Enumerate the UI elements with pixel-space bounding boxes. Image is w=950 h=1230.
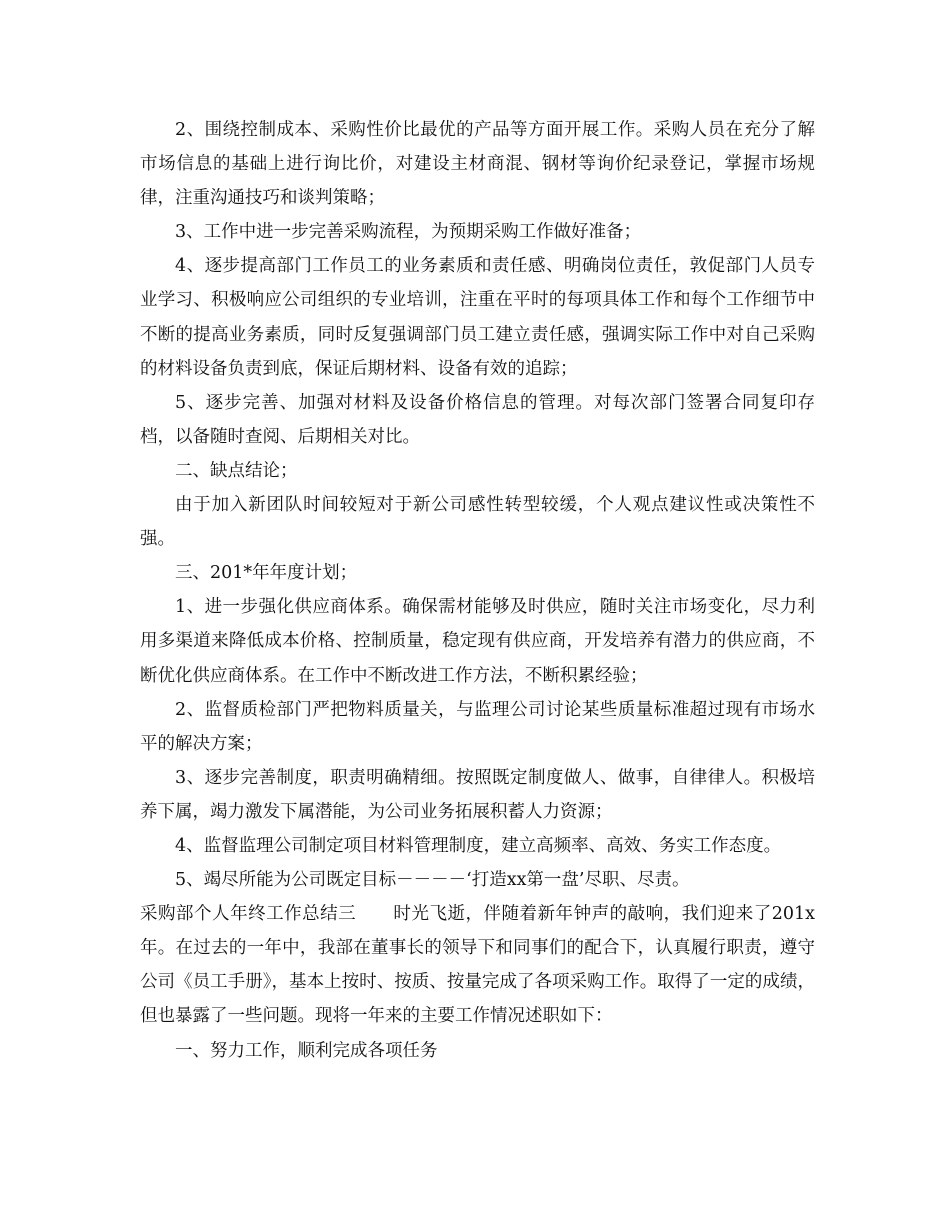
document-body <box>140 113 815 1068</box>
section-heading-shortcomings: 二、缺点结论； <box>175 460 298 481</box>
paragraph-item-3: 3、工作中进一步完善采购流程，为预期采购工作做好准备； <box>175 222 642 243</box>
paragraph-shortcomings: 由于加入新团队时间较短对于新公司感性转型较缓，个人观点建议性或决策性不强。 <box>140 495 815 550</box>
paragraph-item-5: 5、逐步完善、加强对材料及设备价格信息的管理。对每次部门签署合同复印存档，以备随时查阅、后期相关对比。 <box>140 392 815 447</box>
plan-item-3: 3、逐步完善制度，职责明确精细。按照既定制度做人、做事，自律律人。积极培养下属，竭力激发下属潜能，为公司业务拓展积蓄人力资源； <box>140 767 815 822</box>
summary-section-intro: 时光飞逝，伴随着新年钟声的敲响，我们迎来了201x年。在过去的一年中，我部在董事长的领导下和同事们的配合下，认真履行职责，遵守公司《员工手册》，基本上按时、按质、按量完成了各项采购工作。取得了一定的成绩，但也暴露了一些问题。现将一年来的主要工作情况述职如下： <box>140 904 815 1027</box>
paragraph-item-4: 4、逐步提高部门工作员工的业务素质和责任感、明确岗位责任，敦促部门人员专业学习、积极响应公司组织的专业培训，注重在平时的每项具体工作和每个工作细节中不断的提高业务素质，同时反复强调部门员工建立责任感，强调实际工作中对自己采购的材料设备负责到底，保证后期材料、设备有效的追踪； <box>140 256 815 379</box>
summary-section-heading: 采购部个人年终工作总结三 <box>140 904 357 925</box>
final-paragraph: 一、努力工作，顺利完成各项任务 <box>175 1040 438 1061</box>
paragraph-item-2: 2、围绕控制成本、采购性价比最优的产品等方面开展工作。采购人员在充分了解市场信息的基础上进行询比价，对建设主材商混、钢材等询价纪录登记，掌握市场规律，注重沟通技巧和谈判策略； <box>140 120 815 209</box>
plan-item-1: 1、进一步强化供应商体系。确保需材能够及时供应，随时关注市场变化，尽力利用多渠道来降低成本价格、控制质量，稳定现有供应商，开发培养有潜力的供应商，不断优化供应商体系。在工作中不断改进工作方法，不断积累经验； <box>140 597 815 686</box>
plan-item-5: 5、竭尽所能为公司既定目标－－－－‘打造xx第一盘’尽职、尽责。 <box>175 870 690 891</box>
summary-section-paragraph <box>140 897 815 1033</box>
plan-item-2: 2、监督质检部门严把物料质量关，与监理公司讨论某些质量标准超过现有市场水平的解决方案； <box>140 699 815 754</box>
plan-item-4: 4、监督监理公司制定项目材料管理制度，建立高频率、高效、务实工作态度。 <box>175 835 782 856</box>
section-heading-annual-plan: 三、201*年年度计划； <box>175 563 358 584</box>
